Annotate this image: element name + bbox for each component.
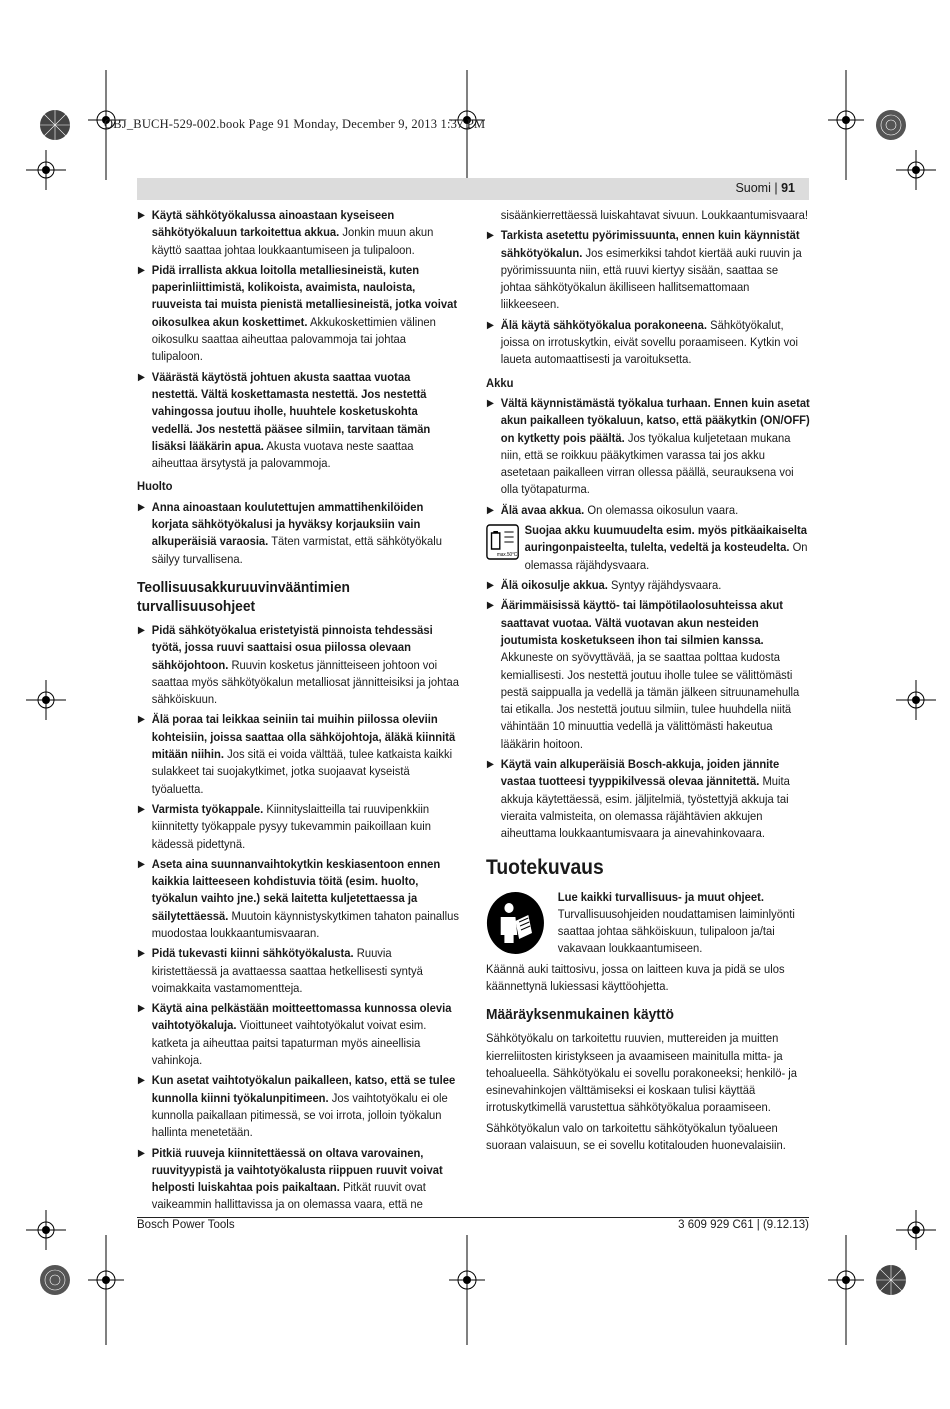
bullet-arrow-icon: ▶ — [486, 600, 495, 612]
list-item — [137, 262, 459, 366]
item-bold: Äärimmäisissä käyttö- tai lämpötilaolosuhteissa akut saattavat vuotaa. Vältä vuotavan akun nesteiden joutumista kosketukseen ihon tai silmien kanssa. — [500, 598, 784, 647]
item-bold: Älä poraa tai leikkaa seiniin tai muihin piilossa oleviin kohteisiin, joissa saattaa olla sähköjohtoja, äläkä kiinnitä mitään niihin. — [151, 712, 456, 762]
footer-doc-number: 3 609 929 C61 | (9.12.13) — [678, 1219, 809, 1231]
list-item — [137, 1000, 459, 1069]
item-bold: Vältä käynnistämästä työkalua turhaan. Ennen kuin asetat akun paikalleen työkaluun, katso, että pääkytkin (ON/OFF) on kytketty pois päältä. — [500, 395, 810, 445]
list-item — [137, 622, 459, 708]
bullet-arrow-icon: ▶ — [137, 371, 146, 383]
item-text: Akusta vuotava neste saattaa aiheuttaa ärsytystä ja palovammoja. — [151, 438, 414, 471]
battery-heat-icon — [486, 524, 519, 560]
list-item — [486, 502, 810, 519]
item-bold: Aseta aina suunnanvaihtokytkin keskiasentoon ennen kaikkia laitteeseen kohdistuvia töitä (esim. huolto, työkalun vaihto jne.) sekä laitetta kuljetettaessa ja säilytettäessä. — [151, 856, 441, 923]
side-crosshair-right-top — [896, 150, 936, 190]
item-text: Jos esimerkiksi tahdot kiertää auki ruuvin ja pyörimissuunta niin, että ruuvi kiertyy sisään, saattaa se johtaa sähkötyökalun äkilliseen hallitsemattomaan liikkeeseen. — [500, 245, 802, 312]
item-text: Vioittuneet vaihtotyökalut voivat esim. katketa ja aiheuttaa paitsi tapaturman myös aineellisia vahinkoja. — [151, 1018, 427, 1068]
item-text: Akkuneste on syövyttävää, ja se saattaa polttaa kudosta kemiallisesti. Jos nestettä joutuu iholle tulee se välittömästi pestä saippualla ja vedellä ja tämän jälkeen sitruunamehulla tai etikalla. Jos nestettä joutuu silmiin, tulee huuhdella niitä vähintään 10 minuuttia vedellä ja välittömästi hakeutua lääkärin hoitoon. — [500, 650, 800, 751]
bullet-arrow-icon: ▶ — [486, 759, 495, 771]
item-bold: Väärästä käytöstä johtuen akusta saattaa vuotaa nestettä. Vältä koskettamasta nestettä. Jos nestettä vahingossa joutuu iholle, huuhtele kosketuskohta vedellä. Jos nestettä pääsee silmiin, tarvitaan tämän lisäksi lääkärin apua. — [151, 369, 431, 453]
side-crosshair-left-bottom — [26, 1210, 66, 1250]
registration-mark-bottom-right — [866, 1255, 916, 1305]
read-manual-icon — [486, 891, 545, 955]
bullet-arrow-icon: ▶ — [137, 1003, 146, 1015]
item-text: Syntyy räjähdysvaara. — [607, 578, 722, 593]
item-text: Sähkötyökalut, joissa on irrotuskytkin, eivät sovellu poraamiseen. Kytkin voi laueta automaattisesti ja varoituksetta. — [500, 317, 798, 367]
item-bold: Pidä tukevasti kiinni sähkötyökalusta. — [151, 946, 354, 961]
item-text: Täten varmistat, että sähkötyökalu säilyy turvallisena. — [151, 534, 442, 566]
item-text: Muutoin käynnistyskytkimen tahaton painallus muodostaa loukkaantumisvaaran. — [151, 908, 459, 940]
bullet-arrow-icon: ▶ — [137, 1147, 146, 1159]
heat-warning-item — [486, 522, 810, 574]
list-item — [486, 227, 810, 313]
paragraph: Sähkötyökalu on tarkoitettu ruuvien, muttereiden ja muitten kierreliitosten kiristykseen ja avaamiseen mainitulla mitta- ja tehoalueella. Sähkötyökalu ei sovellu porakoneeksi; henkilö- ja esinevahinkojen välttämiseksi ei koskaan tulisi käyttää irrotuskytkimellä varustettua sähkötyökalua poraamiseen. — [486, 1031, 798, 1115]
list-item — [486, 577, 810, 594]
item-bold: Älä avaa akkua. — [500, 502, 585, 517]
icon-max-temp-label: max.50°C — [497, 552, 518, 559]
heading-tuotekuvaus: Tuotekuvaus — [486, 855, 604, 879]
item-text: Pitkät ruuvit ovat vaikeammin hallittavissa ja on olemassa vaara, että ne — [151, 1180, 426, 1212]
heading-akku: Akku — [486, 375, 514, 390]
print-info: OBJ_BUCH-529-002.book Page 91 Monday, December 9, 2013 1:37 PM — [104, 117, 486, 131]
list-item — [486, 597, 810, 753]
list-item — [137, 711, 459, 797]
bullet-arrow-icon: ▶ — [137, 714, 146, 726]
item-bold: Pidä irrallista akkua loitolla metalliesineistä, kuten paperinliittimistä, kolikoista, avaimista, nauloista, ruuveista tai muista pienistä metalliesineistä, jotka voivat oikosulkea akun koskettimet. — [151, 262, 458, 329]
page-number: 91 — [781, 181, 795, 195]
bullet-arrow-icon: ▶ — [137, 501, 146, 513]
side-crosshair-right-bottom — [896, 1210, 936, 1250]
crosshair-mark-bottom-right — [826, 1235, 866, 1345]
registration-mark-top-left — [30, 100, 80, 150]
list-item — [137, 207, 459, 259]
list-item — [486, 317, 810, 369]
right-column — [486, 207, 810, 1157]
item-text: Ruuvia kiristettäessä ja avattaessa saattaa hetkellisesti syntyä voimakkaita vastamomentteja. — [151, 946, 423, 995]
item-bold: Pitkiä ruuveja kiinnitettäessä on oltava varovainen, ruuvityypistä ja vaihtotyökalusta riippuen ruuvit voivat helposti luiskahtaa pois paikaltaan. — [151, 1145, 443, 1195]
bullet-arrow-icon: ▶ — [137, 624, 146, 636]
crosshair-mark-bottom-center — [447, 1235, 487, 1345]
item-text: Ruuvin kosketus jännitteiseen johtoon voi saattaa myös sähkötyökalun metalliosat jännitteisiksi ja johtaa sähköiskuun. — [151, 657, 459, 707]
item-bold: Tarkista asetettu pyörimissuunta, ennen kuin käynnistät sähkötyökalun. — [500, 228, 800, 260]
header-section: Suomi — [735, 181, 771, 195]
list-item — [486, 756, 810, 842]
item-bold: Älä oikosulje akkua. — [500, 578, 608, 593]
item-text: Akkukoskettimien välinen oikosulku saattaa aiheuttaa palovammoja tai johtaa tulipaloon. — [151, 314, 436, 364]
list-item — [137, 1145, 459, 1214]
item-text: Kiinnityslaitteilla tai ruuvipenkkiin kiinnitetty työkappale pysyy tukevammin paikoillaan kuin kädessä pidettynä. — [151, 801, 431, 851]
side-crosshair-left-top — [26, 150, 66, 190]
item-text: Jos työkalua kuljetetaan mukana niin, että se roikkuu pääkytkimen varassa tai jos akku asetetaan paikalleen virran ollessa päällä, seurauksena voi olla työtapaturma. — [500, 430, 794, 497]
heading-intended-use: Määräyksenmukainen käyttö — [486, 1006, 674, 1024]
item-text: Jos vaihtotyökalu ei ole kunnolla paikallaan pitimessä, se voi irrota, jolloin työkalun hallinta menetetään. — [151, 1090, 448, 1140]
header-separator: | — [774, 181, 778, 195]
item-bold: Suojaa akku kuumuudelta esim. myös pitkäaikaiselta auringonpaisteelta, tulelta, vedeltä ja kosteudelta. — [524, 523, 807, 555]
bullet-arrow-icon: ▶ — [137, 858, 146, 870]
registration-mark-bottom-left — [30, 1255, 80, 1305]
bullet-arrow-icon: ▶ — [486, 580, 495, 592]
item-text: On olemassa oikosulun vaara. — [584, 502, 739, 517]
bullet-arrow-icon: ▶ — [137, 264, 146, 276]
read-instructions-item — [486, 889, 810, 958]
footer-brand: Bosch Power Tools — [137, 1219, 235, 1231]
crosshair-mark-top-right — [826, 70, 866, 180]
item-bold: Pidä sähkötyökalua eristetyistä pinnoista tehdessäsi työtä, jossa ruuvi saattaisi osua piilossa olevaan sähköjohtoon. — [151, 622, 433, 672]
crosshair-mark-bottom-left — [86, 1235, 126, 1345]
list-item — [137, 945, 459, 997]
left-column — [137, 207, 459, 1217]
bullet-arrow-icon: ▶ — [137, 803, 146, 815]
bullet-arrow-icon: ▶ — [137, 210, 146, 221]
header-text — [735, 181, 795, 195]
item-bold: Käytä vain alkuperäisiä Bosch-akkuja, joiden jännite vastaa tuotteesi tyyppikilvessä olevaa jännitettä. — [500, 757, 780, 789]
page-header — [137, 178, 809, 200]
item-bold: Älä käytä sähkötyökalua porakoneena. — [500, 317, 708, 332]
item-bold: Lue kaikki turvallisuus- ja muut ohjeet. — [557, 889, 764, 904]
item-bold: Käytä aina pelkästään moitteettomassa kunnossa olevia vaihtotyökaluja. — [151, 1001, 452, 1033]
continued-text: sisäänkierrettäessä luiskahtavat sivuun. Loukkaantumisvaara! — [500, 208, 808, 222]
item-bold: Kun asetat vaihtotyökalun paikalleen, katso, että se tulee kunnolla kiinni työkalunpitimeen. — [151, 1073, 456, 1105]
bullet-arrow-icon: ▶ — [137, 948, 146, 960]
item-bold: Varmista työkappale. — [151, 801, 264, 816]
registration-mark-top-right — [866, 100, 916, 150]
heading-huolto: Huolto — [137, 479, 173, 494]
item-bold: Käytä sähkötyökalussa ainoastaan kyseiseen sähkötyökaluun tarkoitettua akkua. — [151, 208, 395, 240]
footer-divider — [137, 1217, 809, 1218]
list-item — [486, 395, 810, 499]
item-text: Turvallisuusohjeiden noudattamisen laiminlyönti saattaa johtaa sähköiskuun, tulipaloon ja/tai vakavaan loukkaantumiseen. — [557, 906, 795, 956]
side-crosshair-left-mid — [26, 680, 66, 720]
bullet-arrow-icon: ▶ — [486, 230, 495, 242]
side-crosshair-right-mid — [896, 680, 936, 720]
bullet-arrow-icon: ▶ — [486, 397, 495, 409]
list-item — [137, 499, 459, 568]
paragraph: Käännä auki taittosivu, jossa on laitteen kuva ja pidä se ulos käännettynä lukiessasi käyttöohjetta. — [486, 961, 785, 993]
list-item — [137, 1072, 459, 1141]
list-item — [137, 801, 459, 853]
heading-safety-section: Teollisuusakkuruuvinvääntimien turvallisuusohjeet — [137, 578, 350, 615]
paragraph: Sähkötyökalun valo on tarkoitettu sähkötyökalun työalueen suoraan valaisuun, se ei sovellu kotitalouden huonevalaisiin. — [486, 1120, 786, 1153]
bullet-arrow-icon: ▶ — [486, 319, 495, 331]
list-item — [137, 369, 459, 473]
item-bold: Anna ainoastaan koulutettujen ammattihenkilöiden korjata sähkötyökalusi ja hyväksy korjauksiin vain alkuperäisiä varaosia. — [151, 499, 424, 549]
bullet-arrow-icon: ▶ — [137, 1075, 146, 1087]
list-item — [137, 856, 459, 942]
item-text: On olemassa räjähdysvaara. — [524, 540, 808, 572]
item-text: Muita akkuja käytettäessä, esim. jäljitelmiä, työstettyjä akkuja tai vieraita valmisteita, on olemassa räjähtävien akkujen aiheuttama loukkaantumisvaara ja ainevahinkovaara. — [500, 774, 790, 841]
item-text: Jos sitä ei voida välttää, tulee katkaista kaikki sulakkeet tai suojakytkimet, jotka suojaavat kyseistä työaluetta. — [151, 747, 453, 796]
item-text: Jonkin muun akun käyttö saattaa johtaa loukkaantumiseen ja tulipaloon. — [151, 225, 434, 257]
bullet-arrow-icon: ▶ — [486, 504, 495, 516]
